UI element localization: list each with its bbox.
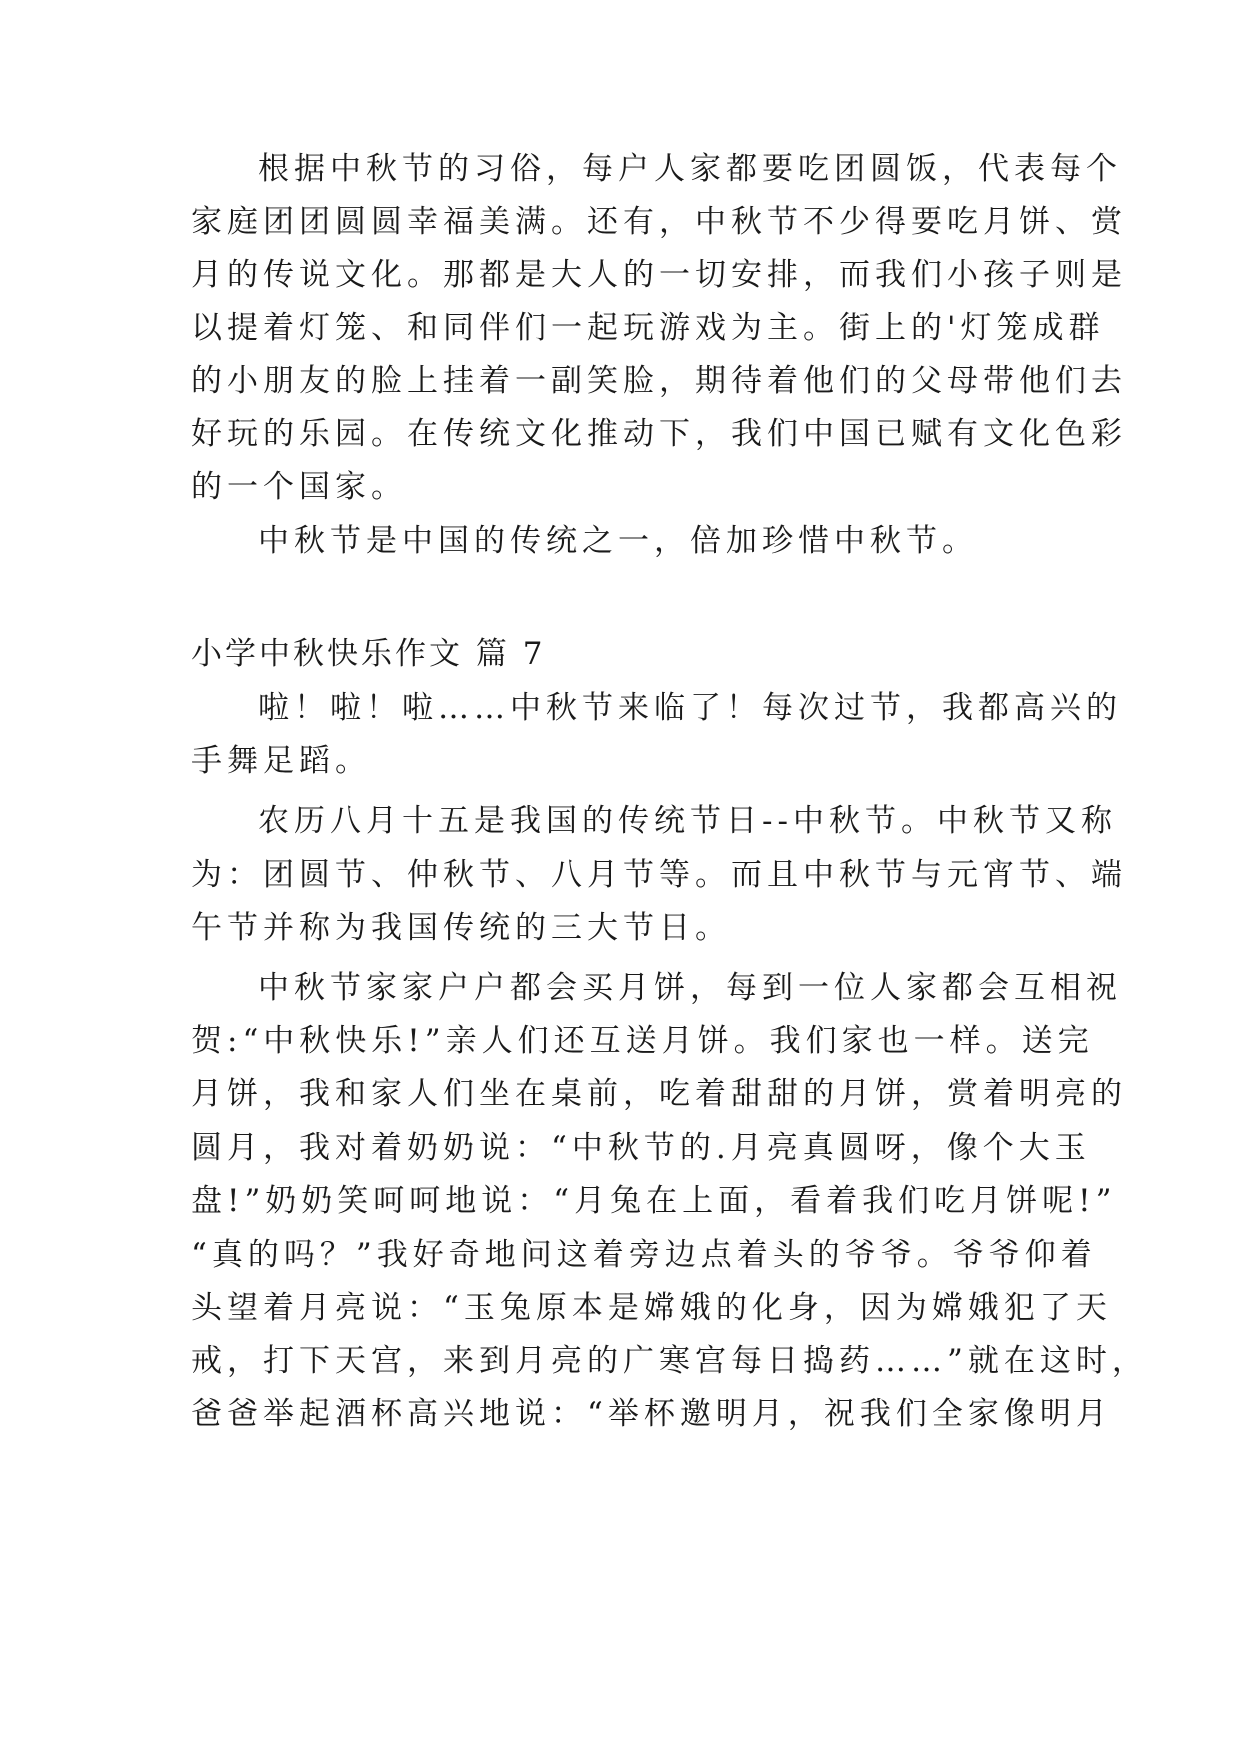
- paragraph-4-line-3: 午节并称为我国传统的三大节日。: [191, 910, 731, 946]
- paragraph-5-line-1: 中秋节家家户户都会买月饼，每到一位人家都会互相祝: [258, 970, 1122, 1006]
- paragraph-3-line-2: 手舞足蹈。: [191, 743, 371, 779]
- paragraph-5-line-4: 圆月，我对着奶奶说：“中秋节的.月亮真圆呀，像个大玉: [191, 1130, 1091, 1166]
- paragraph-5-line-3: 月饼，我和家人们坐在桌前，吃着甜甜的月饼，赏着明亮的: [191, 1076, 1127, 1112]
- paragraph-5-line-2: 贺:“中秋快乐!”亲人们还互送月饼。我们家也一样。送完: [191, 1023, 1094, 1059]
- paragraph-1-line-6: 好玩的乐园。在传统文化推动下，我们中国已赋有文化色彩: [191, 416, 1127, 452]
- paragraph-1-line-7: 的一个国家。: [191, 469, 407, 505]
- paragraph-1-line-1: 根据中秋节的习俗，每户人家都要吃团圆饭，代表每个: [258, 151, 1122, 187]
- section-title: 小学中秋快乐作文 篇 7: [191, 636, 546, 672]
- paragraph-5-line-6: “真的吗？”我好奇地问这着旁边点着头的爷爷。爷爷仰着: [191, 1237, 1097, 1273]
- paragraph-5-line-5: 盘!”奶奶笑呵呵地说：“月兔在上面，看着我们吃月饼呢!”: [191, 1183, 1117, 1219]
- paragraph-1-line-4: 以提着灯笼、和同伴们一起玩游戏为主。街上的'灯笼成群: [191, 310, 1105, 346]
- paragraph-1-line-3: 月的传说文化。那都是大人的一切安排，而我们小孩子则是: [191, 257, 1127, 293]
- paragraph-5-line-8: 戒，打下天宫，来到月亮的广寒宫每日捣药……”就在这时，: [191, 1343, 1148, 1379]
- paragraph-1-line-2: 家庭团团圆圆幸福美满。还有，中秋节不少得要吃月饼、赏: [191, 204, 1127, 240]
- paragraph-5-line-7: 头望着月亮说：“玉兔原本是嫦娥的化身，因为嫦娥犯了天: [191, 1290, 1112, 1326]
- paragraph-5-line-9: 爸爸举起酒杯高兴地说：“举杯邀明月，祝我们全家像明月: [191, 1396, 1112, 1432]
- paragraph-2-line-1: 中秋节是中国的传统之一，倍加珍惜中秋节。: [258, 523, 978, 559]
- paragraph-4-line-2: 为：团圆节、仲秋节、八月节等。而且中秋节与元宵节、端: [191, 857, 1127, 893]
- paragraph-4-line-1: 农历八月十五是我国的传统节日--中秋节。中秋节又称: [258, 803, 1117, 839]
- paragraph-3-line-1: 啦！啦！啦……中秋节来临了！每次过节，我都高兴的: [258, 690, 1122, 726]
- paragraph-1-line-5: 的小朋友的脸上挂着一副笑脸，期待着他们的父母带他们去: [191, 363, 1127, 399]
